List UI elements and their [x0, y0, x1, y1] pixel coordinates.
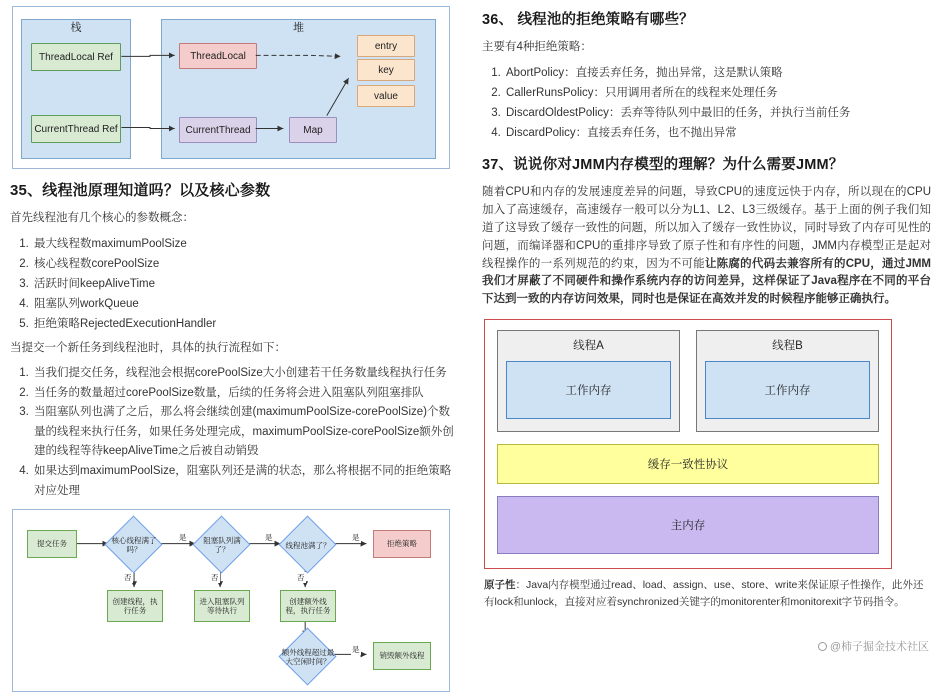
- thread-b-label: 线程B: [772, 340, 803, 352]
- node-map: Map: [289, 117, 337, 143]
- flow-reject: 拒绝策略: [373, 530, 431, 558]
- node-threadlocal: ThreadLocal: [179, 43, 257, 69]
- flow-start: 提交任务: [27, 530, 77, 558]
- section-37-paragraph-bold: 让陈腐的代码去兼容所有的CPU，通过JMM我们才屏蔽了不同硬件和操作系统内存的访问差异，这样保证了Java程序在不同的平台下达到一致的内存访问效果，同时也是保证在高效并发的时候程序能够正确执行。: [482, 257, 931, 306]
- thread-a-box: [497, 330, 680, 432]
- list-item: 3. 活跃时间keepAliveTime: [32, 274, 460, 294]
- flow-decision-4-label: 额外线程超过最大空闲时间？: [281, 648, 335, 667]
- section-35-intro: 首先线程池有几个核心的参数概念：: [10, 212, 194, 224]
- list-item: 3. 当阻塞队列也满了之后，那么将会继续创建(maximumPoolSize-corePoolSize)个数量的线程来执行任务，如果任务处理完成，maximumPoolSize-corePoolSize额外创建的线程等待keepAliveTime之后被自动销毁: [32, 403, 460, 462]
- edge-yes-3: 是: [352, 533, 360, 543]
- list-item: 1. 当我们提交任务，线程池会根据corePoolSize大小创建若干任务数量线程执行任务: [32, 364, 460, 384]
- flow-action-4: 销毁额外线程: [373, 642, 431, 670]
- section-37-paragraph: [482, 184, 931, 309]
- list-item: 4. 阻塞队列workQueue: [32, 294, 460, 314]
- flow-decision-2-label: 阻塞队列满了？: [203, 536, 241, 555]
- jmm-threads-row: [497, 330, 879, 432]
- watermark: [818, 638, 929, 654]
- list-item: 2. 当任务的数量超过corePoolSize数量，后续的任务将会进入阻塞队列阻塞排队: [32, 384, 460, 404]
- flow-intro: 当提交一个新任务到线程池时，具体的执行流程如下：: [10, 342, 286, 355]
- thread-b-working-memory: 工作内存: [705, 361, 870, 419]
- thread-a-working-memory: 工作内存: [506, 361, 671, 419]
- flow-decision-1-label: 核心线程满了吗？: [111, 536, 157, 555]
- node-entry: entry: [357, 35, 415, 57]
- edge-no-3: 否: [297, 573, 305, 583]
- thread-b-box: [696, 330, 879, 432]
- flow-action-1: 创建线程，执行任务: [107, 590, 163, 622]
- jmm-diagram: [484, 319, 892, 569]
- watermark-text: @柿子掘金技术社区: [829, 641, 929, 653]
- atomicity-footnote: [484, 577, 931, 611]
- atomicity-label: 原子性: [484, 579, 516, 591]
- thread-a-label: 线程A: [573, 340, 604, 352]
- edge-yes-4: 是: [352, 645, 360, 655]
- flow-action-2: 进入阻塞队列等待执行: [194, 590, 250, 622]
- list-item: 4. 如果达到maximumPoolSize，阻塞队列还是满的状态，那么将根据不同的拒绝策略对应处理: [32, 462, 460, 501]
- section-36-title: 36、 线程池的拒绝策略有哪些？: [482, 12, 694, 28]
- flow-decision-3-label: 线程池满了？: [285, 540, 331, 550]
- watermark-dot-icon: [818, 642, 827, 651]
- node-threadlocal-ref: ThreadLocal Ref: [31, 43, 121, 71]
- section-36-intro: 主要有4种拒绝策略：: [482, 41, 592, 53]
- section-37-paragraph-plain: 随着CPU和内存的发展速度差异的问题，导致CPU的速度远快于内存，所以现在的CPU加入了高速缓存，高速缓存一般可以分为L1、L2、L3三级缓存。基于上面的例子我们知道了这导致了缓存一致性的问题，所以加入了缓存一致性协议，同时导致了内存可见性的问题，而编译器和CPU的重排序导致了原子性和有序性的问题，JMM内存模型正是起对线程操作的一系列规范的约束，因为不可能: [482, 186, 931, 270]
- reject-policy-list: [482, 63, 931, 144]
- heap-label: 堆: [293, 22, 304, 34]
- edge-yes-1: 是: [179, 533, 187, 543]
- list-item: 3. DiscardOldestPolicy：丢弃等待队列中最旧的任务，并执行当前任务: [504, 103, 931, 123]
- list-item: 2. CallerRunsPolicy：只用调用者所在的线程来处理任务: [504, 83, 931, 103]
- list-item: 4. DiscardPolicy：直接丢弃任务，也不抛出异常: [504, 123, 931, 143]
- threadlocal-diagram: [12, 6, 450, 169]
- node-currentthread: CurrentThread: [179, 117, 257, 143]
- left-column: [0, 0, 470, 667]
- node-currentthread-ref: CurrentThread Ref: [31, 115, 121, 143]
- flow-steps-list: [10, 364, 460, 501]
- edge-no-1: 否: [124, 573, 132, 583]
- edge-no-2: 否: [211, 573, 219, 583]
- core-params-list: [10, 234, 460, 335]
- stack-label: 栈: [70, 22, 82, 34]
- list-item: 5. 拒绝策略RejectedExecutionHandler: [32, 314, 460, 334]
- list-item: 2. 核心线程数corePoolSize: [32, 254, 460, 274]
- node-value: value: [357, 85, 415, 107]
- flow-action-3: 创建额外线程，执行任务: [280, 590, 336, 622]
- list-item: 1. AbortPolicy：直接丢弃任务，抛出异常，这是默认策略: [504, 63, 931, 83]
- cache-coherence-protocol-bar: 缓存一致性协议: [497, 444, 879, 484]
- section-37-title: 37、说说你对JMM内存模型的理解？为什么需要JMM？: [482, 157, 844, 174]
- threadpool-flowchart: [12, 509, 450, 692]
- right-column: [470, 0, 941, 660]
- atomicity-text: ：Java内存模型通过read、load、assign、use、store、write来保证原子性操作，此外还有lock和unlock，直接对应着synchronized关键字的monitorenter和monitorexit字节码指令。: [484, 579, 924, 608]
- list-item: 1. 最大线程数maximumPoolSize: [32, 234, 460, 254]
- section-35-title: 35、线程池原理知道吗？以及核心参数: [10, 182, 271, 199]
- node-key: key: [357, 59, 415, 81]
- main-memory-bar: 主内存: [497, 496, 879, 554]
- edge-yes-2: 是: [265, 533, 273, 543]
